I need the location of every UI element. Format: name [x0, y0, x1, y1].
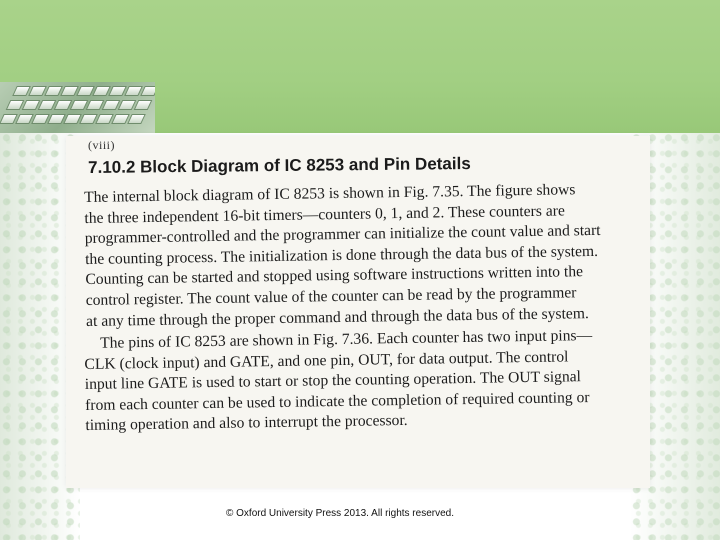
cropped-previous-line: (viii): [88, 138, 115, 152]
processor-chip-image: [0, 82, 155, 134]
scanned-textbook-excerpt: [66, 136, 650, 488]
text-line: at any time through the proper command and through the data bus of the system.: [85, 304, 589, 330]
paragraph-pin-details: [84, 325, 646, 437]
text-line: timing operation and also to interrupt the processor.: [85, 412, 408, 435]
chip-pad: [127, 114, 146, 124]
chip-pad: [134, 100, 153, 110]
text-line: the three independent 16-bit timers—counters 0, 1, and 2. These counters are: [84, 202, 565, 227]
copyright-footer: © Oxford University Press 2013. All rights reserved.: [225, 508, 454, 519]
chip-pad: [140, 86, 155, 96]
text-line: CLK (clock input) and GATE, and one pin, OUT, for data output. The control: [84, 347, 569, 373]
text-line: programmer-controlled and the programmer can initialize the count value and start: [84, 222, 601, 248]
text-line: The internal block diagram of IC 8253 is shown in Fig. 7.35. The figure shows: [84, 181, 576, 206]
paragraph-block-diagram: [84, 179, 646, 332]
text-line: The pins of IC 8253 are shown in Fig. 7.36. Each counter has two input pins—: [100, 327, 593, 352]
chip-pin-grid: [0, 86, 155, 124]
text-line: control register. The count value of the counter can be read by the programmer: [85, 284, 577, 309]
section-heading: 7.10.2 Block Diagram of IC 8253 and Pin Details: [88, 153, 471, 177]
text-line: the counting process. The initialization is done through the data bus of the system.: [84, 242, 599, 268]
text-line: input line GATE is used to start or stop the counting operation. The OUT signal: [84, 368, 582, 394]
text-line: from each counter can be used to indicate the completion of required counting or: [84, 388, 590, 414]
text-line: Counting can be started and stopped using software instructions written into the: [85, 263, 584, 289]
